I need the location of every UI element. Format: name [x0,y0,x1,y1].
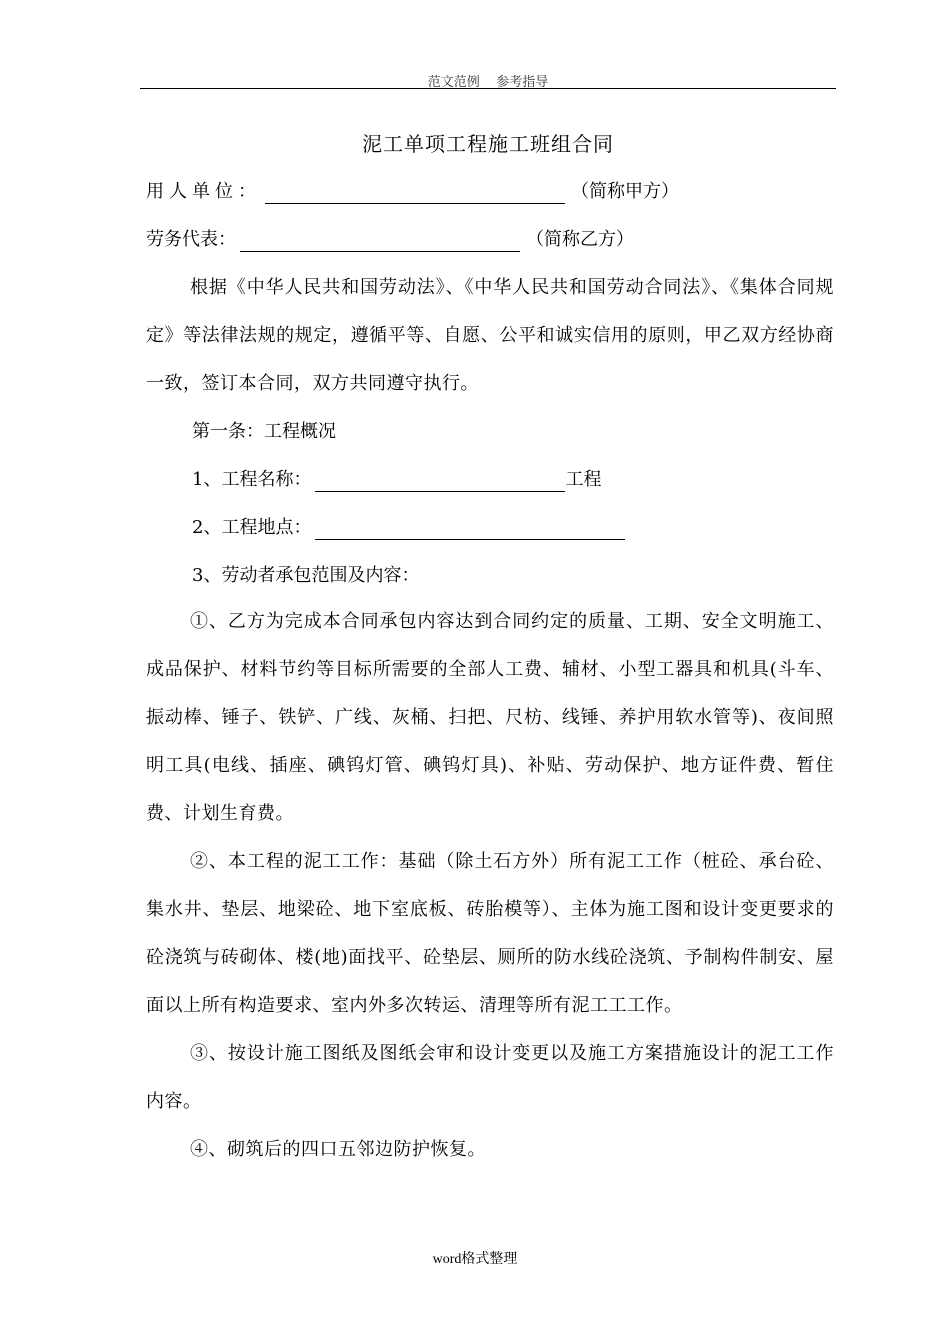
project-location-blank [315,519,625,540]
project-name-line [192,468,601,492]
labor-label: 劳务代表： [146,229,236,250]
page-header: 范文范例 参考指导 [427,75,549,90]
preamble-paragraph: 根据《中华人民共和国劳动法》、《中华人民共和国劳动合同法》、《集体合同规定》等法律法规的规定，遵循平等、自愿、公平和诚实信用的原则，甲乙双方经协商一致，签订本合同，双方共同遵守执行。 [146,277,834,394]
employer-line [146,180,679,204]
employer-label: 用人单位： [146,181,261,202]
clause-4: ④、砌筑后的四口五邻边防护恢复。 [190,1139,486,1160]
clause-2: ②、本工程的泥工工作：基础（除土石方外）所有泥工工作（桩砼、承台砼、集水井、垫层、地梁砼、地下室底板、砖胎模等）、主体为施工图和设计变更要求的砼浇筑与砖砌体、楼(地)面找平、砼垫层、厕所的防水线砼浇筑、予制构件制安、屋面以上所有构造要求、室内外多次转运、清理等所有泥工工工作。 [146,851,834,1016]
project-name-label: 1、工程名称： [192,469,312,490]
clause-1: ①、乙方为完成本合同承包内容达到合同约定的质量、工期、安全文明施工、成品保护、材料节约等目标所需要的全部人工费、辅材、小型工器具和机具(斗车、振动棒、锤子、铁铲、广线、灰桶、扫把、尺枋、线锤、养护用软水管等)、夜间照明工具(电线、插座、碘钨灯管、碘钨灯具)、补贴、劳动保护、地方证件费、暂住费、计划生育费。 [146,611,834,824]
article1-title: 第一条：工程概况 [192,421,336,442]
page-footer: word格式整理 [432,1252,518,1267]
project-name-blank [315,471,565,492]
scope-heading: 3、劳动者承包范围及内容： [192,565,420,586]
project-location-line [192,516,631,540]
project-name-suffix: 工程 [565,469,602,490]
labor-suffix: （简称乙方） [526,229,634,250]
clause-3: ③、按设计施工图纸及图纸会审和设计变更以及施工方案措施设计的泥工工作内容。 [146,1043,834,1112]
employer-blank [265,183,565,204]
labor-line [146,228,634,252]
project-location-label: 2、工程地点： [192,517,312,538]
header-divider [140,88,836,89]
document-title: 泥工单项工程施工班组合同 [362,132,614,156]
labor-blank [240,231,520,252]
employer-suffix: （简称甲方） [571,181,679,202]
